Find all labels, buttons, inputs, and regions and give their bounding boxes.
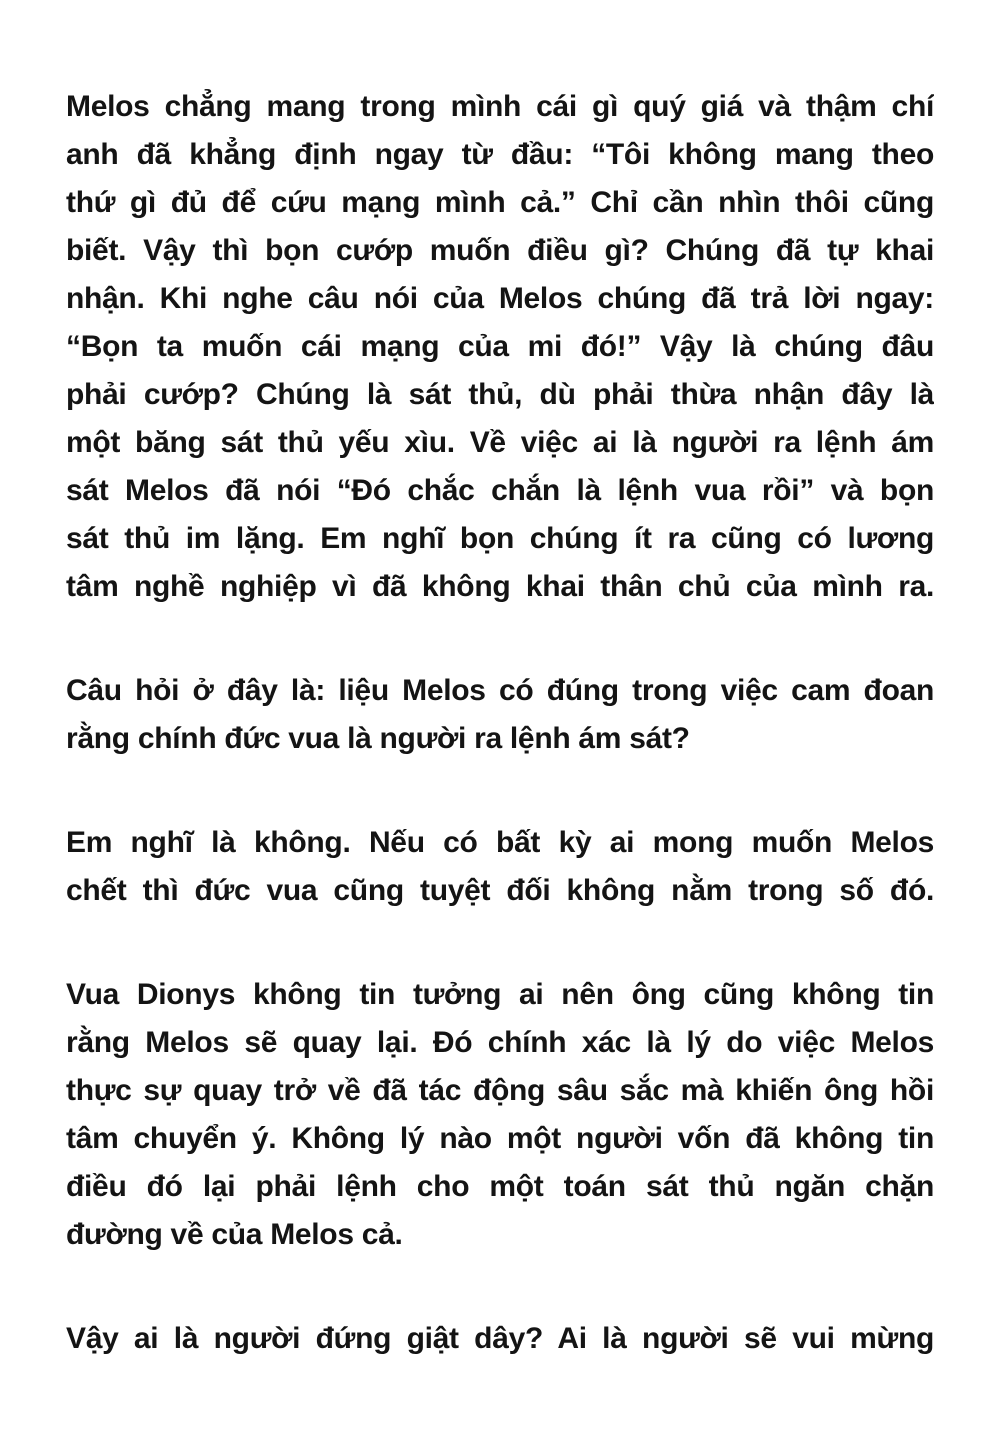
text-line: một băng sát thủ yếu xìu. Về việc ai là người ra lệnh ám (66, 426, 934, 459)
text-line: Câu hỏi ở đây là: liệu Melos có đúng trong việc cam đoan (66, 674, 934, 707)
paragraph (66, 1315, 934, 1363)
text-line: đường về của Melos cả. (66, 1218, 403, 1251)
paragraph (66, 819, 934, 915)
text-line: Vậy ai là người đứng giật dây? Ai là người sẽ vui mừng (66, 1322, 934, 1355)
paragraph (66, 667, 934, 763)
text-line: “Bọn ta muốn cái mạng của mi đó!” Vậy là chúng đâu (66, 330, 934, 363)
text-line: rằng chính đức vua là người ra lệnh ám sát? (66, 722, 690, 755)
text-line: rằng Melos sẽ quay lại. Đó chính xác là lý do việc Melos (66, 1026, 934, 1059)
paragraph (66, 971, 934, 1259)
text-line: sát Melos đã nói “Đó chắc chắn là lệnh vua rồi” và bọn (66, 474, 934, 507)
text-line: thực sự quay trở về đã tác động sâu sắc mà khiến ông hồi (66, 1074, 934, 1107)
text-line: tâm chuyển ý. Không lý nào một người vốn đã không tin (66, 1122, 934, 1155)
text-line: anh đã khẳng định ngay từ đầu: “Tôi không mang theo (66, 138, 934, 171)
text-line: Melos chẳng mang trong mình cái gì quý giá và thậm chí (66, 90, 934, 123)
text-line: sát thủ im lặng. Em nghĩ bọn chúng ít ra cũng có lương (66, 522, 934, 555)
paragraph (66, 83, 934, 611)
text-line: Vua Dionys không tin tưởng ai nên ông cũng không tin (66, 978, 934, 1011)
text-line: tâm nghề nghiệp vì đã không khai thân chủ của mình ra. (66, 570, 934, 603)
text-line: thứ gì đủ để cứu mạng mình cả.” Chỉ cần nhìn thôi cũng (66, 186, 934, 219)
text-line: biết. Vậy thì bọn cướp muốn điều gì? Chúng đã tự khai (66, 234, 934, 267)
text-line: điều đó lại phải lệnh cho một toán sát thủ ngăn chặn (66, 1170, 934, 1203)
text-line: phải cướp? Chúng là sát thủ, dù phải thừa nhận đây là (66, 378, 934, 411)
text-line: Em nghĩ là không. Nếu có bất kỳ ai mong muốn Melos (66, 826, 934, 859)
text-line: chết thì đức vua cũng tuyệt đối không nằm trong số đó. (66, 874, 934, 907)
text-line: nhận. Khi nghe câu nói của Melos chúng đã trả lời ngay: (66, 282, 934, 315)
